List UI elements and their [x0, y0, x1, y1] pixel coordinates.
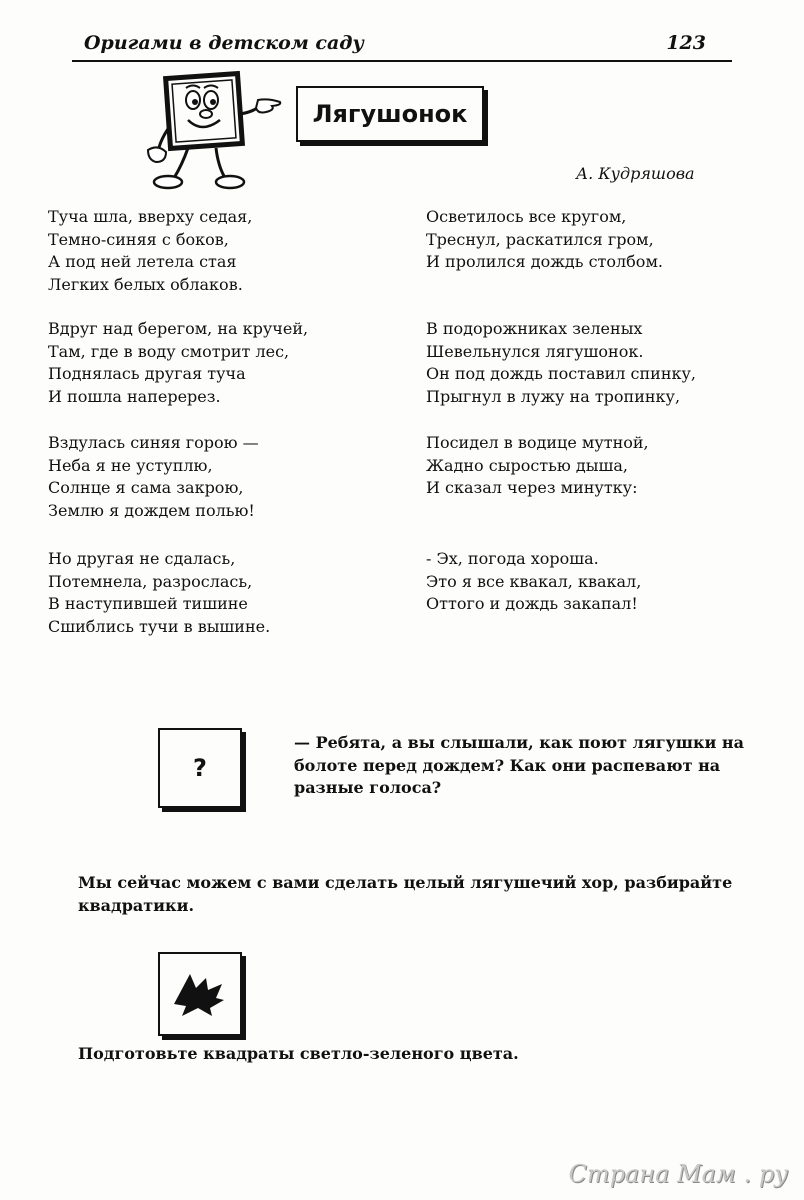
verse-line: Шевельнулся лягушонок.	[426, 341, 644, 361]
prepare-text: Подготовьте квадраты светло-зеленого цвета.	[78, 1044, 519, 1063]
verse-line: Посидел в водице мутной,	[426, 433, 649, 452]
verse-line: Там, где в воду смотрит лес,	[48, 341, 290, 361]
verse-line: В подорожниках зеленых	[426, 319, 643, 338]
verse-line: Треснул, раскатился гром,	[426, 229, 654, 249]
verse-line: Легких белых облаков.	[48, 275, 243, 295]
verse-line: Потемнела, разрослась,	[48, 571, 253, 591]
stanza-left-1	[48, 206, 252, 297]
verse-line: Вздулась синяя горою —	[48, 433, 259, 452]
verse-line: Поднялась другая туча	[48, 364, 246, 384]
verse-line: Темно-синяя с боков,	[48, 229, 229, 249]
page-header	[72, 26, 732, 62]
verse-line: А под ней летела стая	[48, 252, 237, 272]
page-number: 123	[666, 32, 706, 54]
frog-box	[158, 952, 242, 1036]
verse-line: Оттого и дождь закапал!	[426, 594, 638, 614]
origami-frog-icon	[160, 954, 240, 1034]
stanza-left-3	[48, 432, 259, 523]
watermark: Страна Мам . ру	[568, 1160, 788, 1188]
verse-line: Прыгнул в лужу на тропинку,	[426, 387, 681, 407]
verse-line: И сказал через минутку:	[426, 478, 638, 498]
running-title: Оригами в детском саду	[84, 32, 364, 54]
verse-line: Неба я не уступлю,	[48, 455, 213, 475]
verse-line: - Эх, погода хороша.	[426, 549, 599, 568]
stanza-right-2	[426, 318, 696, 409]
verse-line: Сшиблись тучи в вышине.	[48, 617, 271, 637]
verse-line: Это я все квакал, квакал,	[426, 571, 642, 591]
verse-line: Жадно сыростью дыша,	[426, 455, 628, 475]
poem-title: Лягушонок	[312, 100, 468, 128]
verse-line: Он под дождь поставил спинку,	[426, 364, 696, 384]
question-box	[158, 728, 242, 808]
verse-line: Но другая не сдалась,	[48, 549, 236, 568]
verse-line: И пошла наперерез.	[48, 387, 221, 407]
stanza-right-1	[426, 206, 663, 274]
stanza-right-4	[426, 548, 641, 616]
poem-title-box	[296, 86, 484, 142]
stanza-left-2	[48, 318, 308, 409]
verse-line: Солнце я сама закрою,	[48, 478, 244, 498]
verse-line: И пролился дождь столбом.	[426, 252, 663, 272]
stanza-right-3	[426, 432, 649, 500]
instruction-paragraph: Мы сейчас можем с вами сделать целый лягушечий хор, разбирайте квадратики.	[78, 873, 733, 915]
question-mark-icon: ?	[193, 754, 207, 782]
stanza-left-4	[48, 548, 270, 639]
poem-author: А. Кудряшова	[576, 164, 695, 183]
verse-line: Осветилось все кругом,	[426, 207, 627, 226]
verse-line: Вдруг над берегом, на кручей,	[48, 319, 309, 338]
verse-line: В наступившей тишине	[48, 594, 248, 614]
square-mascot-pointing-icon	[138, 70, 288, 205]
verse-line: Туча шла, вверху седая,	[48, 207, 253, 226]
verse-line: Землю я дождем полью!	[48, 501, 255, 521]
question-text: — Ребята, а вы слышали, как поют лягушки на болоте перед дождем? Как они распевают на разные голоса?	[294, 733, 745, 798]
